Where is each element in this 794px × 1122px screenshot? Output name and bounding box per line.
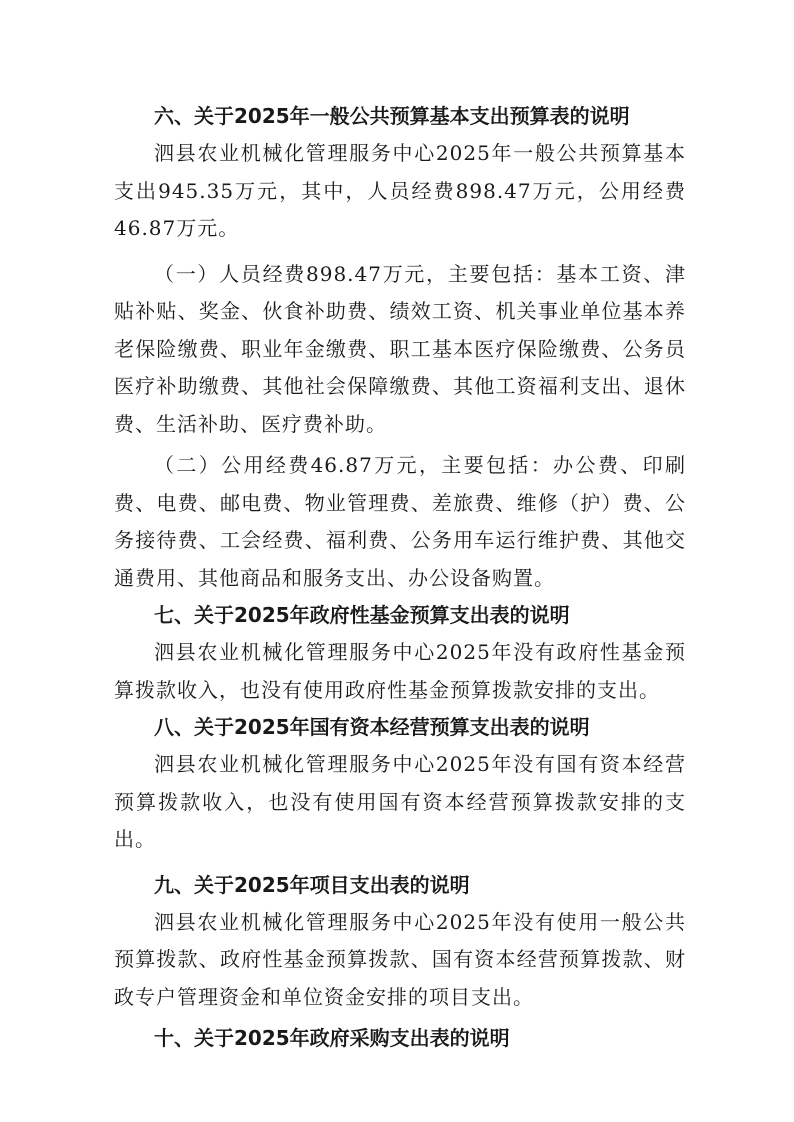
section-6-paragraph-public: （二）公用经费46.87万元，主要包括：办公费、印刷费、电费、邮电费、物业管理费、差旅费、维修（护）费、公务接待费、工会经费、福利费、公务用车运行维护费、其他交通费用、其他商品和服务支出、办公设备购置。 (114, 453, 686, 590)
section-8-paragraph-1: 泗县农业机械化管理服务中心2025年没有国有资本经营预算拨款收入，也没有使用国有资本经营预算拨款安排的支出。 (114, 752, 686, 851)
section-8-heading: 八、关于2025年国有资本经营预算支出表的说明 (154, 715, 590, 739)
document-body (114, 98, 686, 1057)
section-6-heading: 六、关于2025年一般公共预算基本支出预算表的说明 (154, 104, 630, 128)
section-7-paragraph-1: 泗县农业机械化管理服务中心2025年没有政府性基金预算拨款收入，也没有使用政府性基金预算拨款安排的支出。 (114, 640, 686, 702)
section-9-heading: 九、关于2025年项目支出表的说明 (154, 872, 470, 897)
section-6-paragraph-personnel: （一）人员经费898.47万元，主要包括：基本工资、津贴补贴、奖金、伙食补助费、绩效工资、机关事业单位基本养老保险缴费、职业年金缴费、职工基本医疗保险缴费、公务员医疗补助缴费、其他社会保障缴费、其他工资福利支出、退休费、生活补助、医疗费补助。 (114, 261, 686, 436)
section-9-paragraph-1: 泗县农业机械化管理服务中心2025年没有使用一般公共预算拨款、政府性基金预算拨款、国有资本经营预算拨款、财政专户管理资金和单位资金安排的项目支出。 (114, 909, 686, 1009)
section-7-heading: 七、关于2025年政府性基金预算支出表的说明 (154, 603, 570, 627)
section-6-paragraph-1: 泗县农业机械化管理服务中心2025年一般公共预算基本支出945.35万元，其中，人员经费898.47万元，公用经费46.87万元。 (114, 141, 686, 240)
section-10-heading: 十、关于2025年政府采购支出表的说明 (154, 1026, 510, 1050)
